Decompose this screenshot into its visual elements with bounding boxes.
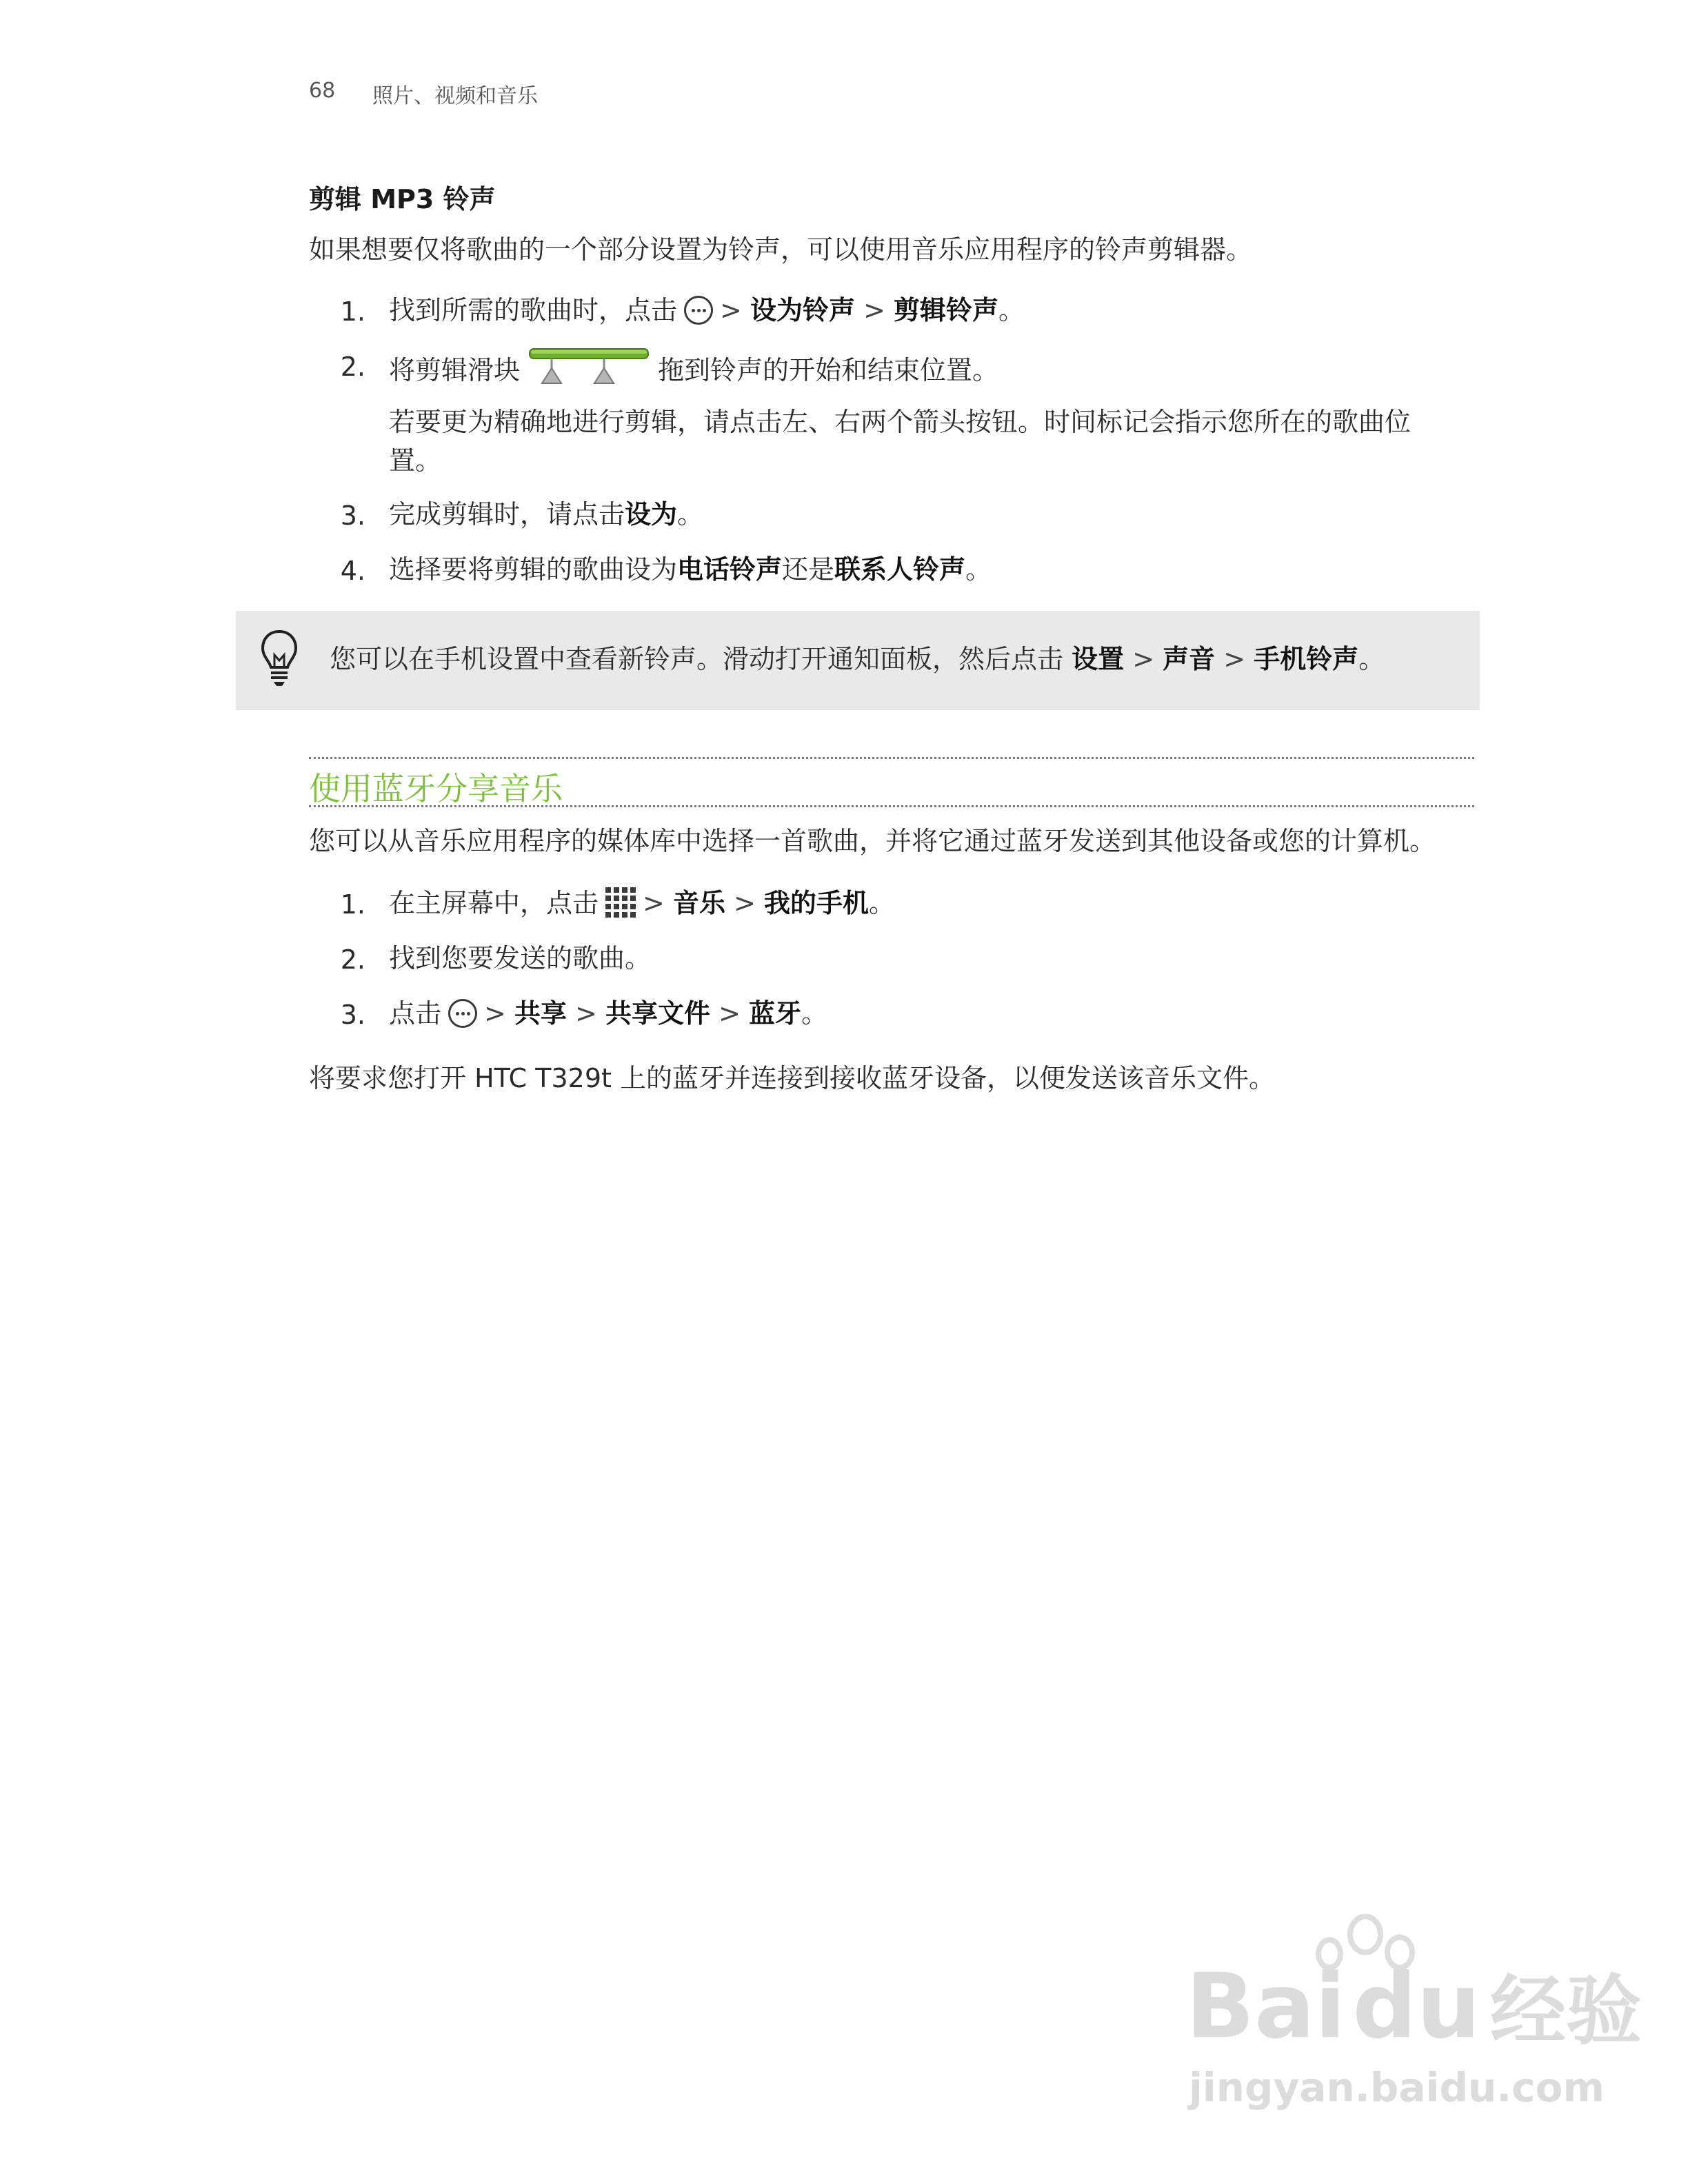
menu-set-ringtone: 设为铃声	[750, 295, 855, 325]
section-intro: 您可以从音乐应用程序的媒体库中选择一首歌曲，并将它通过蓝牙发送到其他设备或您的计算机。	[309, 826, 1436, 856]
menu-share-file: 共享文件	[605, 998, 711, 1029]
separator: >	[863, 295, 885, 325]
separator: >	[734, 888, 756, 918]
watermark-jingyan: 经验	[1489, 1967, 1642, 2055]
separator: >	[575, 998, 597, 1029]
option-contact-ringtone: 联系人铃声	[834, 554, 966, 585]
step-text: 完成剪辑时，请点击	[389, 499, 625, 529]
menu-phone-ringtone: 手机铃声	[1254, 644, 1359, 674]
more-circle-icon	[448, 999, 477, 1028]
step-text: 找到所需的歌曲时，点击	[389, 295, 678, 325]
menu-bluetooth: 蓝牙	[749, 998, 802, 1029]
menu-sound: 声音	[1163, 644, 1216, 674]
menu-settings: 设置	[1072, 644, 1125, 674]
section-divider-bottom	[309, 805, 1474, 807]
step-text: 在主屏幕中，点击	[389, 888, 599, 918]
step-2-note-line-1: 若要更为精确地进行剪辑，请点击左、右两个箭头按钮。时间标记会指示您所在的歌曲位	[389, 407, 1411, 437]
step-text: 拖到铃声的开始和结束位置。	[658, 355, 999, 385]
step-number: 1.	[340, 296, 365, 327]
step-4: 选择要将剪辑的歌曲设为电话铃声还是联系人铃声。	[389, 554, 992, 585]
separator: >	[1223, 644, 1246, 674]
menu-music: 音乐	[672, 888, 725, 918]
all-apps-grid-icon	[605, 887, 636, 918]
step-number: 3.	[340, 501, 365, 531]
watermark-url: jingyan.baidu.com	[1189, 2064, 1605, 2111]
step-2: 找到您要发送的歌曲。	[389, 943, 652, 973]
step-number: 1.	[340, 889, 365, 920]
menu-set: 设为	[625, 499, 678, 529]
step-number: 2.	[340, 944, 365, 975]
page-number: 68	[309, 79, 336, 103]
step-text: 点击	[389, 998, 442, 1029]
section-divider-top	[309, 757, 1474, 759]
step-number: 4.	[340, 556, 365, 586]
more-circle-icon	[684, 296, 713, 325]
separator: >	[484, 998, 506, 1029]
separator: >	[720, 295, 742, 325]
step-1: 找到所需的歌曲时，点击 > 设为铃声 > 剪辑铃声。	[389, 295, 1025, 325]
separator: >	[719, 998, 741, 1029]
option-phone-ringtone: 电话铃声	[677, 554, 783, 585]
step-text: 将剪辑滑块	[389, 355, 521, 385]
chapter-title: 照片、视频和音乐	[372, 84, 538, 108]
lightbulb-icon	[259, 629, 299, 688]
watermark-brand: Bai	[1186, 1954, 1346, 2059]
separator: >	[1132, 644, 1155, 674]
watermark-brand-2: du	[1352, 1954, 1480, 2059]
watermark-logo	[1186, 1954, 1642, 2059]
step-number: 2.	[340, 352, 365, 382]
menu-share: 共享	[514, 998, 567, 1029]
step-3: 完成剪辑时，请点击设为。	[389, 499, 704, 529]
trim-slider-icon	[528, 347, 650, 386]
section-intro: 如果想要仅将歌曲的一个部分设置为铃声，可以使用音乐应用程序的铃声剪辑器。	[309, 234, 1253, 265]
section-title-bluetooth: 使用蓝牙分享音乐	[309, 770, 563, 807]
step-number: 3.	[340, 1000, 365, 1030]
menu-trim-ringtone: 剪辑铃声	[894, 295, 999, 325]
step-2-note-line-2: 置。	[389, 445, 442, 476]
step-1: 在主屏幕中，点击 > 音乐 > 我的手机。	[389, 888, 896, 918]
section-outro: 将要求您打开 HTC T329t 上的蓝牙并连接到接收蓝牙设备，以便发送该音乐文件。	[309, 1063, 1275, 1093]
tip-text-main: 您可以在手机设置中查看新铃声。滑动打开通知面板，然后点击	[330, 644, 1064, 674]
step-3: 点击 > 共享 > 共享文件 > 蓝牙。	[389, 998, 828, 1029]
tip-text: 您可以在手机设置中查看新铃声。滑动打开通知面板，然后点击 设置 > 声音 > 手机铃声。	[330, 644, 1385, 674]
step-text: 选择要将剪辑的歌曲设为	[389, 554, 678, 585]
menu-my-phone: 我的手机	[764, 888, 870, 918]
section-title-trim-mp3: 剪辑 MP3 铃声	[309, 184, 496, 214]
separator: >	[643, 888, 665, 918]
step-2	[389, 347, 998, 388]
